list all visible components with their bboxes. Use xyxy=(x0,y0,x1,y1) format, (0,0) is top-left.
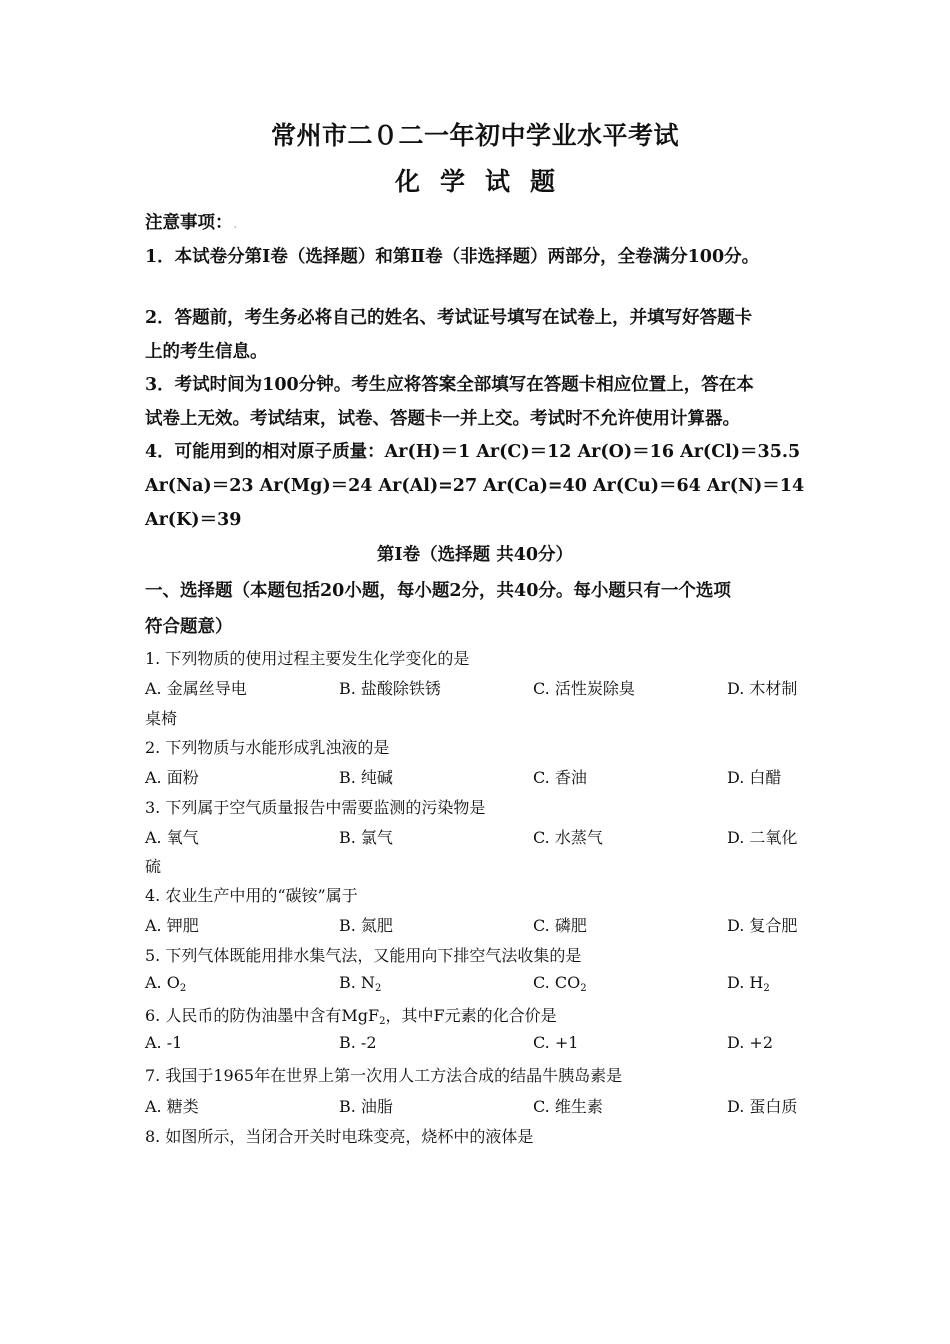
option-a: A. 金属丝导电 xyxy=(145,679,247,698)
question-stem: 7. 我国于1965年在世界上第一次用人工方法合成的结晶牛胰岛素是 xyxy=(145,1066,623,1085)
option-b: B. $N_2$ xyxy=(339,973,382,994)
section-instructions: 一、选择题（本题包括20小题，每小题2分，共40分。每小题只有一个选项 xyxy=(145,581,731,601)
section-instructions: 符合题意） xyxy=(145,617,233,637)
option-b: B. 氮肥 xyxy=(339,916,393,935)
question-stem: 3. 下列属于空气质量报告中需要监测的污染物是 xyxy=(145,798,486,817)
option-c: C. 活性炭除臭 xyxy=(533,679,635,698)
option-d: D. 木材制 xyxy=(727,679,798,698)
option-d: D. 蛋白质 xyxy=(727,1097,798,1116)
notice-item: 3．考试时间为100分钟。考生应将答案全部填写在答题卡相应位置上，答在本 xyxy=(145,375,754,395)
paragraph-mark-icon: . xyxy=(233,220,237,231)
option-b: B. 氯气 xyxy=(339,828,393,847)
option-d: D. 复合肥 xyxy=(727,916,798,935)
question-stem: 5. 下列气体既能用排水集气法，又能用向下排空气法收集的是 xyxy=(145,946,582,965)
option-c: C. 水蒸气 xyxy=(533,828,603,847)
option-a: A. $O_2$ xyxy=(145,973,187,994)
option-b: B. 盐酸除铁锈 xyxy=(339,679,441,698)
option-wrap: 桌椅 xyxy=(145,709,178,728)
question-stem: 1. 下列物质的使用过程主要发生化学变化的是 xyxy=(145,649,470,668)
exam-subtitle: 化学试题 xyxy=(394,167,575,196)
notice-heading: 注意事项：. xyxy=(145,213,237,233)
question-stem: 6. 人民币的防伪油墨中含有MgF$_2$，其中F元素的化合价是 xyxy=(145,1006,557,1027)
option-c: C. 磷肥 xyxy=(533,916,587,935)
option-d: D. +2 xyxy=(727,1033,774,1052)
question-stem: 2. 下列物质与水能形成乳浊液的是 xyxy=(145,738,390,757)
option-d: D. $H_2$ xyxy=(727,973,770,994)
notice-item: 上的考生信息。 xyxy=(145,342,268,362)
notice-item: 试卷上无效。考试结束，试卷、答题卡一并上交。考试时不允许使用计算器。 xyxy=(145,409,740,429)
notice-item: Ar(Na)＝23 Ar(Mg)＝24 Ar(Al)=27 Ar(Ca)=40 Ar(Cu)＝64 Ar(N)＝14 xyxy=(145,476,805,496)
option-a: A. 面粉 xyxy=(145,768,199,787)
question-stem: 8. 如图所示，当闭合开关时电珠变亮，烧杯中的液体是 xyxy=(145,1127,534,1146)
option-a: A. 糖类 xyxy=(145,1097,199,1116)
question-stem: 4. 农业生产中用的“碳铵”属于 xyxy=(145,886,358,905)
option-b: B. 纯碱 xyxy=(339,768,393,787)
notice-item: 1．本试卷分第Ⅰ卷（选择题）和第Ⅱ卷（非选择题）两部分，全卷满分100分。 xyxy=(145,247,760,267)
notice-item: 4．可能用到的相对原子质量：Ar(H)＝1 Ar(C)＝12 Ar(O)＝16 Ar(Cl)＝35.5 xyxy=(145,442,801,462)
option-c: C. $CO_2$ xyxy=(533,973,587,994)
option-b: B. 油脂 xyxy=(339,1097,393,1116)
option-wrap: 硫 xyxy=(145,857,162,876)
option-b: B. -2 xyxy=(339,1033,377,1052)
exam-title: 常州市二０二一年初中学业水平考试 xyxy=(270,121,679,150)
option-c: C. +1 xyxy=(533,1033,579,1052)
option-c: C. 维生素 xyxy=(533,1097,603,1116)
option-d: D. 二氧化 xyxy=(727,828,798,847)
option-a: A. -1 xyxy=(145,1033,183,1052)
notice-item: 2．答题前，考生务必将自己的姓名、考试证号填写在试卷上，并填写好答题卡 xyxy=(145,308,753,328)
option-c: C. 香油 xyxy=(533,768,587,787)
option-a: A. 钾肥 xyxy=(145,916,199,935)
section-heading: 第Ⅰ卷（选择题 共40分） xyxy=(376,545,574,565)
notice-item: Ar(K)＝39 xyxy=(145,510,242,530)
option-a: A. 氧气 xyxy=(145,828,199,847)
option-d: D. 白醋 xyxy=(727,768,782,787)
